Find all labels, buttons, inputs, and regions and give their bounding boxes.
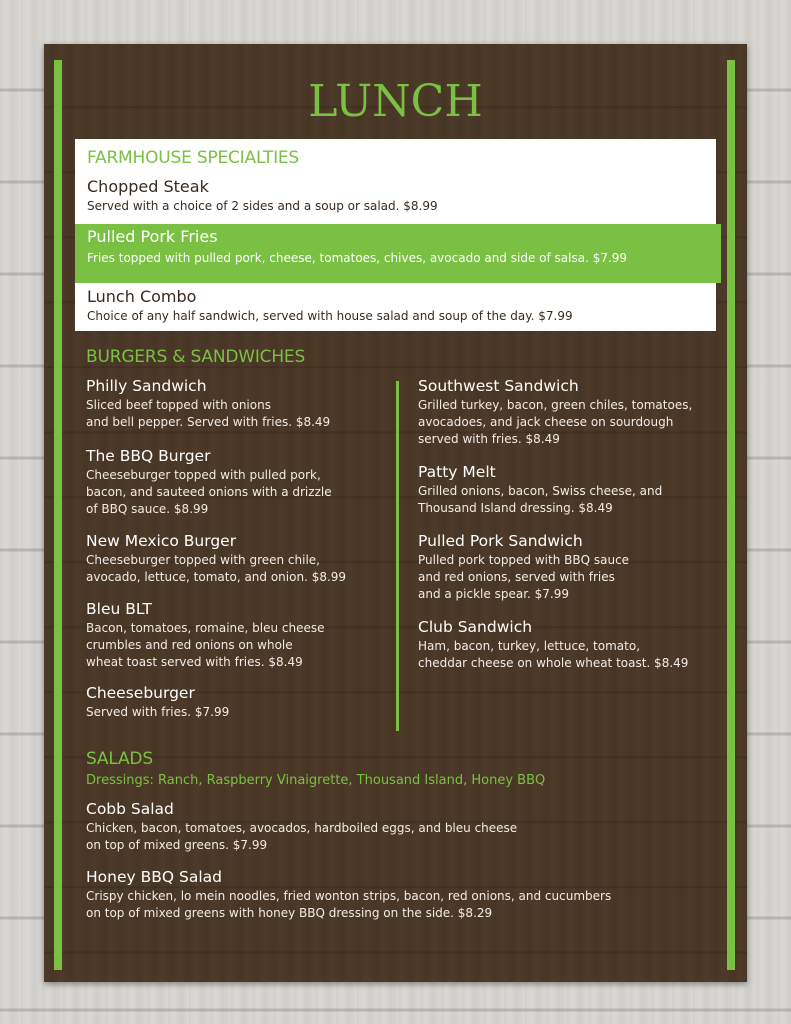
- item-description: Served with fries. $7.99: [86, 705, 230, 719]
- menu-item-club-sandwich: [418, 618, 688, 672]
- item-description: Served with a choice of 2 sides and a soup or salad. $8.99: [87, 199, 438, 213]
- item-name: Club Sandwich: [418, 618, 533, 636]
- item-description: Cheeseburger topped with pulled pork, bacon, and sauteed onions with a drizzle of BBQ sauce. $8.99: [86, 468, 332, 516]
- item-name: New Mexico Burger: [86, 532, 237, 550]
- item-name: Southwest Sandwich: [418, 377, 579, 395]
- item-description: Bacon, tomatoes, romaine, bleu cheese crumbles and red onions on whole wheat toast served with fries. $8.49: [86, 621, 325, 669]
- item-name: Patty Melt: [418, 463, 496, 481]
- specialty-item-highlighted: [75, 224, 721, 283]
- item-description: Sliced beef topped with onions and bell pepper. Served with fries. $8.49: [86, 398, 331, 429]
- item-name: Pulled Pork Fries: [87, 227, 218, 246]
- menu-item-bbq-burger: [86, 447, 332, 518]
- menu-item-bleu-blt: [86, 600, 325, 671]
- item-name: Pulled Pork Sandwich: [418, 532, 583, 550]
- menu-item-new-mexico-burger: [86, 532, 346, 586]
- item-description: Pulled pork topped with BBQ sauce and red onions, served with fries and a pickle spear. $7.99: [418, 553, 630, 601]
- item-description: Fries topped with pulled pork, cheese, tomatoes, chives, avocado and side of salsa. $7.99: [87, 251, 628, 265]
- item-description: Ham, bacon, turkey, lettuce, tomato, cheddar cheese on whole wheat toast. $8.49: [418, 639, 689, 670]
- item-description: Chicken, bacon, tomatoes, avocados, hardboiled eggs, and bleu cheese on top of mixed greens. $7.99: [86, 821, 518, 852]
- menu-item-philly: [86, 377, 330, 431]
- dressings-list: Dressings: Ranch, Raspberry Vinaigrette, Thousand Island, Honey BBQ: [86, 773, 546, 788]
- menu-item-pulled-pork-sandwich: [418, 532, 629, 603]
- menu-title: LUNCH: [308, 76, 483, 127]
- menu-item-cheeseburger: [86, 684, 229, 721]
- farmhouse-specialties-panel: [75, 139, 716, 331]
- column-divider: [396, 381, 399, 731]
- specialty-item: [75, 287, 721, 323]
- menu-item-cobb-salad: [86, 800, 517, 854]
- item-name: Cobb Salad: [86, 800, 174, 818]
- item-description: Grilled turkey, bacon, green chiles, tomatoes, avocadoes, and jack cheese on sourdough served with fries. $8.49: [418, 398, 693, 446]
- specialties-heading: FARMHOUSE SPECIALTIES: [87, 148, 300, 168]
- item-name: Philly Sandwich: [86, 377, 207, 395]
- left-green-rail: [54, 60, 62, 970]
- item-name: Lunch Combo: [87, 287, 197, 306]
- burgers-heading: BURGERS & SANDWICHES: [86, 347, 306, 367]
- right-green-rail: [727, 60, 735, 970]
- item-description: Crispy chicken, lo mein noodles, fried wonton strips, bacon, red onions, and cucumbers on top of mixed greens with honey BBQ dressing on the side. $8.29: [86, 889, 612, 920]
- salads-heading: SALADS: [86, 749, 153, 769]
- menu-item-southwest-sandwich: [418, 377, 692, 448]
- specialty-item: [75, 177, 721, 213]
- item-description: Choice of any half sandwich, served with house salad and soup of the day. $7.99: [87, 309, 573, 323]
- menu-item-patty-melt: [418, 463, 662, 517]
- menu-item-honey-bbq-salad: [86, 868, 611, 922]
- item-name: Cheeseburger: [86, 684, 195, 702]
- item-name: The BBQ Burger: [86, 447, 211, 465]
- item-name: Bleu BLT: [86, 600, 152, 618]
- item-name: Honey BBQ Salad: [86, 868, 222, 886]
- item-name: Chopped Steak: [87, 177, 209, 196]
- menu-board: [44, 44, 747, 982]
- item-description: Grilled onions, bacon, Swiss cheese, and Thousand Island dressing. $8.49: [418, 484, 663, 515]
- item-description: Cheeseburger topped with green chile, avocado, lettuce, tomato, and onion. $8.99: [86, 553, 347, 584]
